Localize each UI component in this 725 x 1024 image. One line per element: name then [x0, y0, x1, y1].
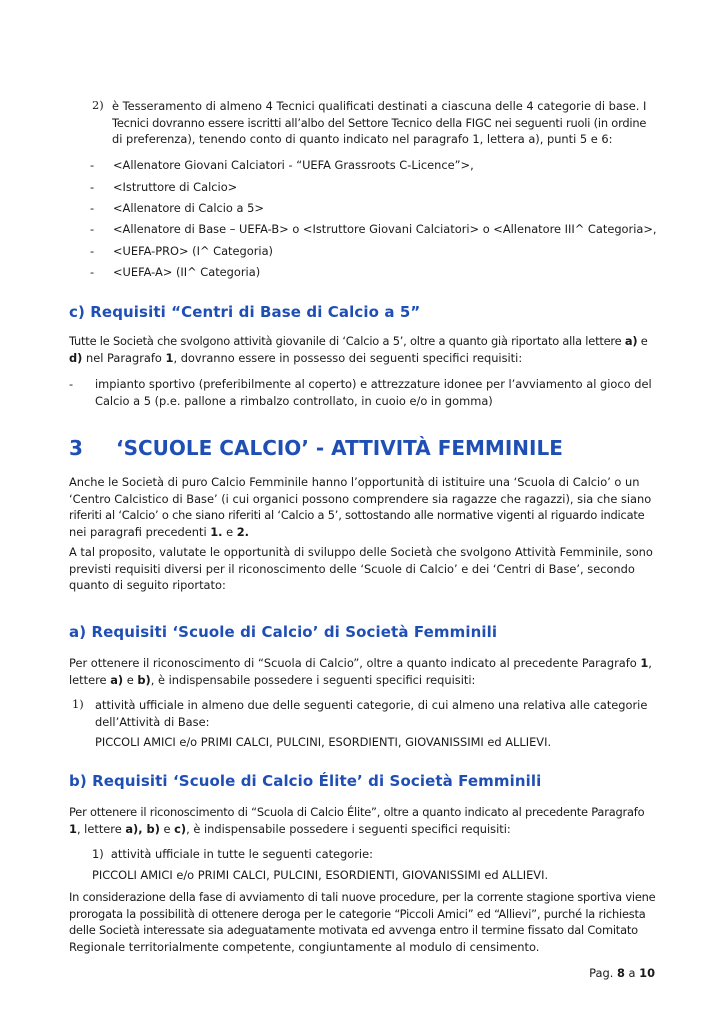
- text-line: è Tesseramento di almeno 4 Tecnici qualificati destinati a ciascuna delle 4 categorie di base. I: [112, 99, 647, 113]
- text-run: ,: [648, 656, 652, 670]
- bold-run: d): [69, 350, 83, 365]
- role-item: <UEFA-PRO> (I^ Categoria): [113, 244, 273, 258]
- text-run: e: [159, 821, 175, 836]
- list-number: 2): [92, 98, 104, 112]
- text-run: , è indispensabile possedere i seguenti specifici requisiti:: [186, 821, 511, 836]
- bold-run: 2.: [236, 524, 250, 539]
- list-dash: -: [90, 222, 95, 236]
- section-b-item: 1) attività ufficiale in tutte le seguenti categorie:: [92, 847, 373, 861]
- text-line: attività ufficiale in almeno due delle seguenti categorie, di cui almeno una relativa alle categorie: [95, 698, 648, 712]
- section-c-paragraph: [69, 333, 656, 366]
- text-line: Regionale territorialmente competente, congiuntamente al modulo di censimento.: [69, 939, 540, 954]
- bold-run: b): [137, 672, 151, 687]
- text-line: [69, 655, 656, 672]
- list-dash: -: [90, 158, 95, 172]
- text-line: riferiti al ‘Calcio’ o che siano riferiti al ‘Calcio a 5’, sottostando alle normative vigenti al riguardo indicate: [69, 508, 645, 522]
- text-line: A tal proposito, valutate le opportunità di sviluppo delle Società che svolgono Attività Femminile, sono: [69, 545, 653, 559]
- text-run: nel Paragrafo: [82, 350, 166, 365]
- text-line: [69, 672, 656, 689]
- text-line: [69, 524, 656, 541]
- list-dash: -: [90, 265, 95, 279]
- bold-run: a), b): [125, 821, 160, 836]
- text-line: previsti requisiti diversi per il riconoscimento delle ‘Scuole di Calcio’ e dei ‘Centri di Base’, secondo: [69, 561, 635, 576]
- section-3-paragraph-1: [69, 474, 656, 540]
- list-number: 1): [72, 697, 84, 711]
- bold-run: a): [110, 672, 124, 687]
- text-line: quanto di seguito riportato:: [69, 578, 226, 592]
- current-page: 8: [616, 966, 625, 980]
- text-line: prorogata la possibilità di ottenere deroga per le categorie “Piccoli Amici” ed “Allievi”, purché la richiesta: [69, 906, 646, 921]
- section-b-categories: PICCOLI AMICI e/o PRIMI CALCI, PULCINI, ESORDIENTI, GIOVANISSIMI ed ALLIEVI.: [92, 868, 549, 882]
- text-run: lettere: [69, 672, 111, 687]
- section-c-heading: c) Requisiti “Centri di Base di Calcio a 5”: [69, 303, 421, 321]
- section-c-bullet: [95, 376, 656, 409]
- text-line: Per ottenere il riconoscimento di “Scuola di Calcio Élite”, oltre a quanto indicato al precedente Paragrafo: [69, 805, 645, 819]
- role-item: <Allenatore di Base – UEFA-B> o <Istruttore Giovani Calciatori> o <Allenatore III^ Categoria>,: [113, 222, 657, 236]
- text-line: In considerazione della fase di avviamento di tali nuove procedure, per la corrente stagione sportiva viene: [69, 890, 656, 904]
- section-3-number: 3: [69, 436, 83, 460]
- text-run: , è indispensabile possedere i seguenti specifici requisiti:: [150, 672, 476, 687]
- section-a-paragraph: [69, 655, 656, 688]
- text-line: [69, 333, 656, 350]
- section-b-paragraph-2: [69, 889, 656, 955]
- text-run: , lettere: [76, 821, 126, 836]
- text-run: Pag.: [589, 966, 617, 980]
- text-run: e: [637, 334, 648, 348]
- bold-run: 1: [640, 656, 649, 670]
- bold-run: c): [174, 821, 187, 836]
- bold-run: 1: [165, 350, 174, 365]
- text-line: [69, 821, 656, 838]
- text-line: Tecnici dovranno essere iscritti all’albo del Settore Tecnico della FIGC nei seguenti ruoli (in ordine: [112, 115, 647, 130]
- role-item: <UEFA-A> (II^ Categoria): [113, 265, 261, 279]
- text-run: e: [123, 672, 138, 687]
- text-run: Tutte le Società che svolgono attività giovanile di ‘Calcio a 5’, oltre a quanto già riportato alla lettere: [69, 334, 625, 348]
- text-line: impianto sportivo (preferibilmente al coperto) e attrezzature idonee per l’avviamento al gioco del: [95, 377, 652, 391]
- role-item: <Allenatore Giovani Calciatori - “UEFA Grassroots C-Licence”>,: [113, 158, 474, 172]
- section-3-paragraph-2: [69, 544, 656, 594]
- page-number: [589, 966, 655, 980]
- section-a-categories: PICCOLI AMICI e/o PRIMI CALCI, PULCINI, ESORDIENTI, GIOVANISSIMI ed ALLIEVI.: [95, 735, 552, 749]
- text-line: ‘Centro Calcistico di Base’ (i cui organici possono comprendere sia ragazze che ragazzi), sia che siano: [69, 491, 652, 506]
- list-dash: -: [90, 244, 95, 258]
- list-dash: -: [90, 180, 95, 194]
- list-dash: -: [90, 201, 95, 215]
- text-line: di preferenza), tenendo conto di quanto indicato nel paragrafo 1, lettera a), punti 5 e 6:: [112, 132, 613, 146]
- bold-run: 1.: [210, 524, 223, 539]
- role-item: <Istruttore di Calcio>: [113, 180, 238, 194]
- bold-run: 1: [69, 821, 77, 836]
- list-dash: -: [69, 377, 74, 391]
- total-pages: 10: [639, 966, 655, 980]
- text-line: Anche le Società di puro Calcio Femminile hanno l’opportunità di istituire una ‘Scuola di Calcio’ o un: [69, 475, 640, 489]
- bold-run: a): [624, 334, 638, 348]
- section-b-paragraph-1: [69, 804, 656, 837]
- text-run: , dovranno essere in possesso dei seguenti specifici requisiti:: [173, 350, 523, 365]
- section-a-heading: a) Requisiti ‘Scuole di Calcio’ di Società Femminili: [69, 623, 498, 641]
- text-line: dell’Attività di Base:: [95, 714, 210, 729]
- text-line: [69, 350, 656, 367]
- text-run: a: [624, 966, 640, 980]
- text-run: Per ottenere il riconoscimento di “Scuola di Calcio”, oltre a quanto indicato al precedente Paragrafo: [69, 656, 641, 670]
- section-a-item: [95, 697, 656, 730]
- item2-paragraph: [112, 98, 655, 148]
- role-item: <Allenatore di Calcio a 5>: [113, 201, 264, 215]
- section-b-heading: b) Requisiti ‘Scuole di Calcio Élite’ di Società Femminili: [69, 772, 542, 790]
- text-run: nei paragrafi precedenti: [69, 524, 211, 539]
- text-line: Calcio a 5 (p.e. pallone a rimbalzo controllato, in cuoio e/o in gomma): [95, 393, 493, 408]
- text-line: delle Società interessate sia adeguatamente motivata ed avvenga entro il termine fissato dal Comitato: [69, 923, 638, 937]
- text-run: e: [222, 524, 237, 539]
- section-3-title: ‘SCUOLE CALCIO’ - ATTIVITÀ FEMMINILE: [116, 436, 563, 460]
